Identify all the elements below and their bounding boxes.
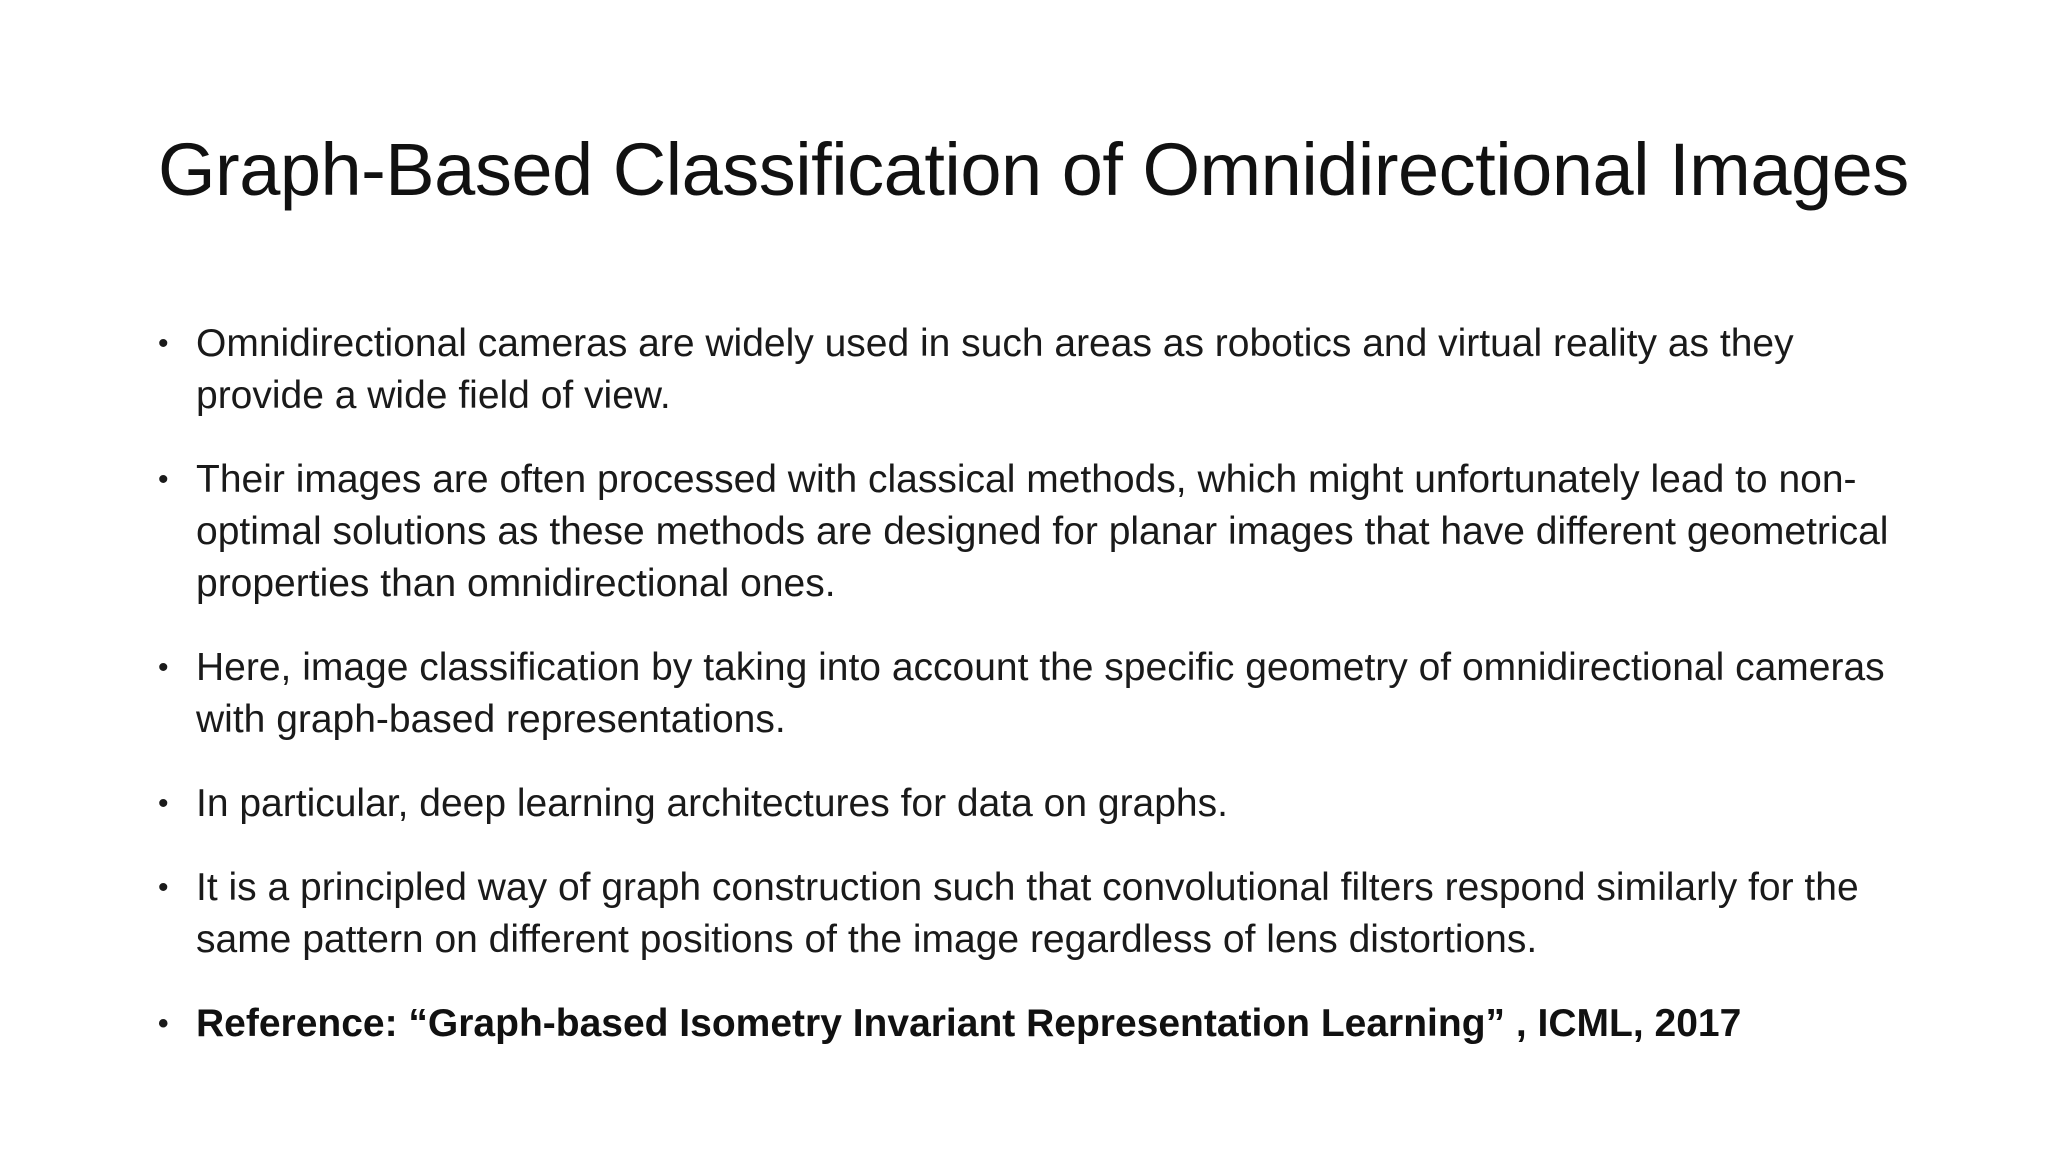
bullet-text: Here, image classification by taking into account the specific geometry of omnidirectional cameras with graph-based representations. — [196, 646, 1885, 741]
bullet-item — [158, 862, 1918, 966]
bullet-item — [158, 642, 1918, 746]
bullet-dot-icon: • — [158, 1007, 169, 1040]
bullet-dot-icon: • — [158, 787, 169, 820]
bullet-text: In particular, deep learning architectures for data on graphs. — [196, 782, 1228, 825]
reference-text: Reference: “Graph-based Isometry Invariant Representation Learning” , ICML, 2017 — [196, 1002, 1742, 1045]
bullet-text: It is a principled way of graph construction such that convolutional filters respond similarly for the same pattern on different positions of the image regardless of lens distortions. — [196, 866, 1859, 961]
bullet-dot-icon: • — [158, 327, 169, 360]
bullet-item — [158, 454, 1918, 610]
bullet-text: Their images are often processed with classical methods, which might unfortunately lead to non-optimal solutions as these methods are designed for planar images that have different geometrical properties than omnidirectional ones. — [196, 458, 1889, 605]
bullet-dot-icon: • — [158, 463, 169, 496]
reference-item — [158, 998, 1918, 1050]
bullet-text: Omnidirectional cameras are widely used in such areas as robotics and virtual reality as they provide a wide field of view. — [196, 322, 1794, 417]
bullet-dot-icon: • — [158, 871, 169, 904]
bullet-item — [158, 318, 1918, 422]
bullet-list — [158, 318, 1918, 1082]
bullet-item — [158, 778, 1918, 830]
slide-title: Graph-Based Classification of Omnidirectional Images — [158, 128, 1909, 211]
bullet-dot-icon: • — [158, 651, 169, 684]
